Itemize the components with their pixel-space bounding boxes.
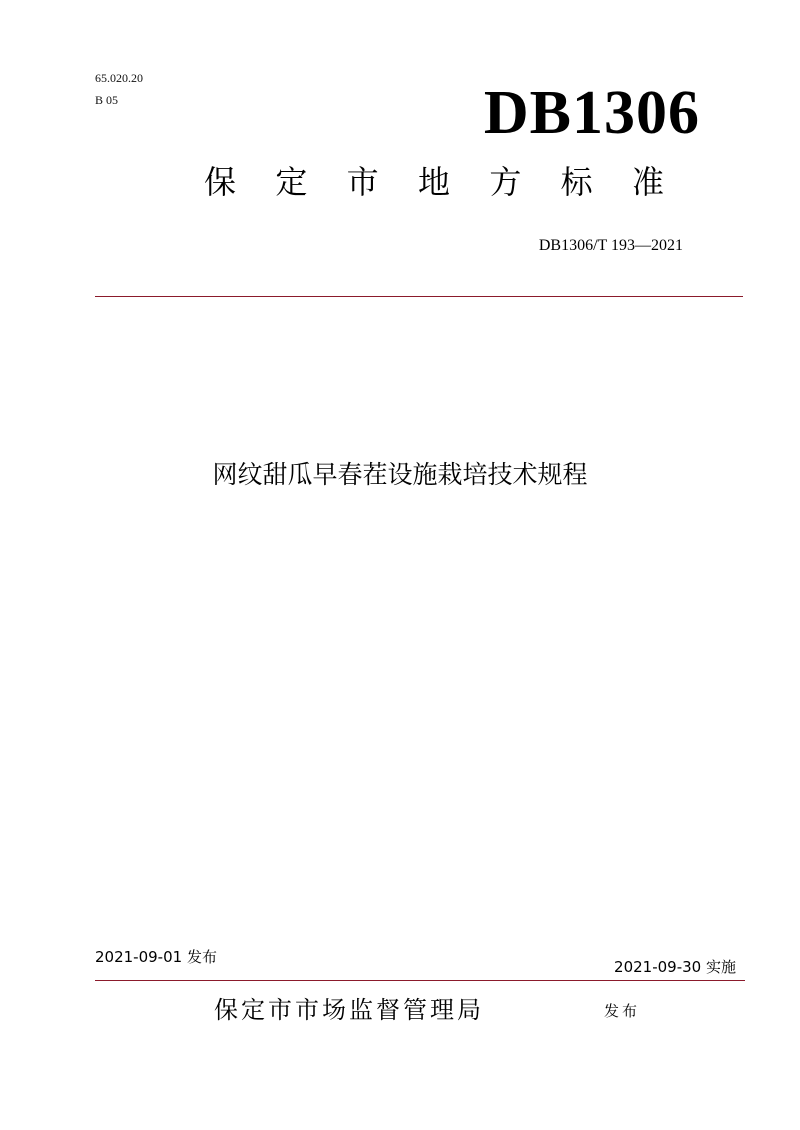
standard-kind <box>204 160 664 204</box>
standard-kind-char: 地 <box>417 163 450 201</box>
ccs-code: B 05 <box>95 93 119 107</box>
standard-kind-char: 定 <box>275 163 308 201</box>
standard-kind-char: 准 <box>631 163 664 201</box>
standard-kind-char: 方 <box>489 163 522 201</box>
footer-divider <box>95 980 745 981</box>
issued-label: 发布 <box>604 1002 641 1020</box>
standard-kind-char: 保 <box>204 163 237 201</box>
ics-code: 65.020.20 <box>95 71 143 85</box>
standard-kind-char: 市 <box>346 163 379 201</box>
header-divider <box>95 296 743 297</box>
publish-date: 2021-09-01 发布 <box>95 948 217 966</box>
implement-date: 2021-09-30 实施 <box>614 958 736 976</box>
document-title: 网纹甜瓜早春茬设施栽培技术规程 <box>212 460 588 489</box>
standard-code: DB1306 <box>483 79 700 147</box>
standard-number: DB1306/T 193—2021 <box>538 237 683 254</box>
standard-kind-char: 标 <box>560 163 593 201</box>
issuing-authority: 保定市市场监督管理局 <box>214 996 484 1024</box>
